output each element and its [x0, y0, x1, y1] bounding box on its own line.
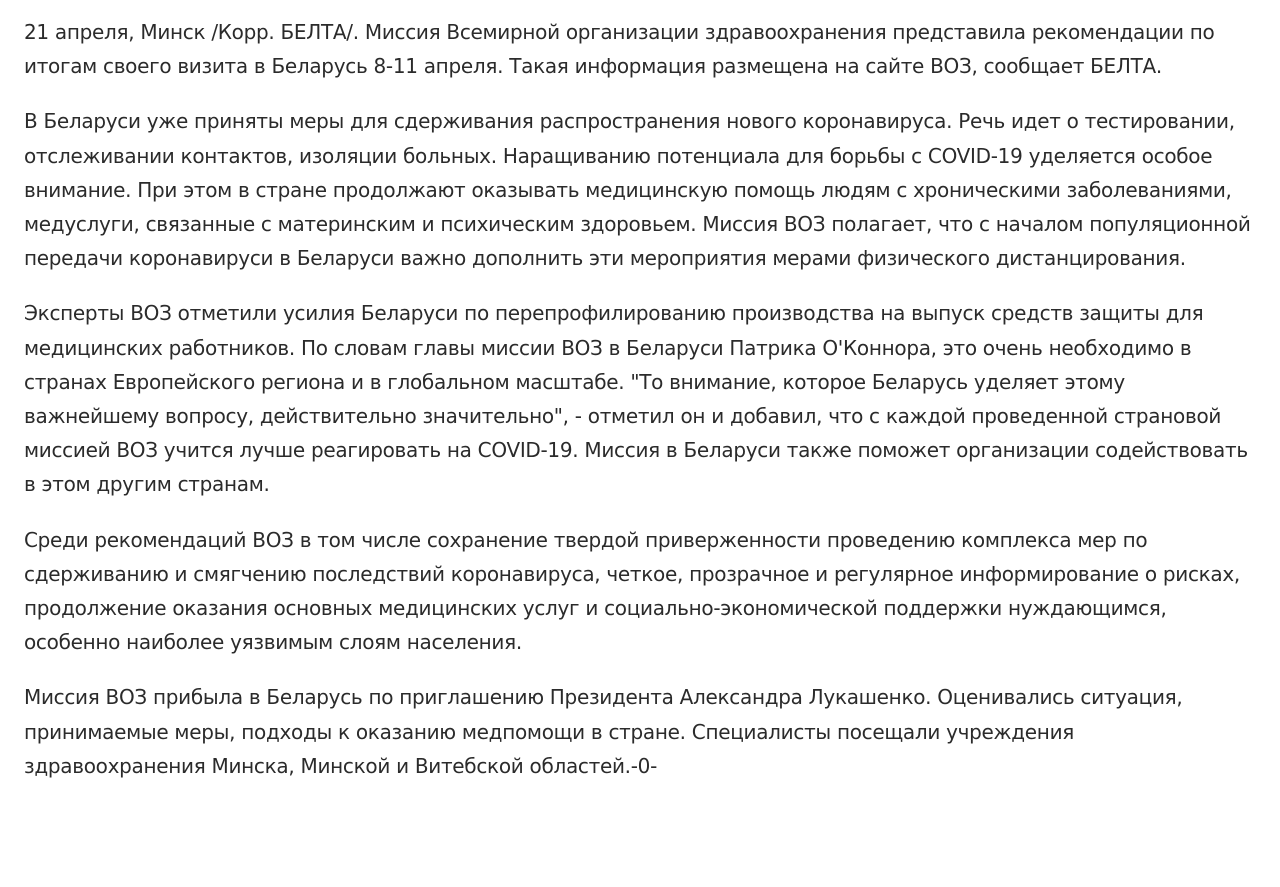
paragraph-recommendations: Среди рекомендаций ВОЗ в том числе сохранение твердой приверженности проведению комплекса мер по сдерживанию и смягчению последствий коронавируса, четкое, прозрачное и регулярное информирование о рисках, продолжение оказания основных медицинских услуг и социально-экономической поддержки нуждающимся, особенно наиболее уязвимым слоям населения.	[24, 527, 1240, 655]
paragraph-experts: Эксперты ВОЗ отметили усилия Беларуси по перепрофилированию производства на выпуск средств защиты для медицинских работников. По словам главы миссии ВОЗ в Беларуси Патрика О'Коннора, это очень необходимо в странах Европейского региона и в глобальном масштабе. "То внимание, которое Беларусь уделяет этому важнейшему вопросу, действительно значительно", - отметил он и добавил, что с каждой проведенной страновой миссией ВОЗ учится лучше реагировать на COVID-19. Миссия в Беларуси также поможет организации содействовать в этом другим странам.	[24, 301, 1248, 497]
paragraph-measures: В Беларуси уже приняты меры для сдерживания распространения нового коронавируса. Речь идет о тестировании, отслеживании контактов, изоляции больных. Наращиванию потенциала для борьбы с COVID-19 уделяется особое внимание. При этом в стране продолжают оказывать медицинскую помощь людям с хроническими заболеваниями, медуслуги, связанные с материнским и психическим здоровьем. Миссия ВОЗ полагает, что с началом популяционной передачи коронавируси в Беларуси важно дополнить эти мероприятия мерами физического дистанцирования.	[24, 109, 1251, 271]
paragraph-dateline: 21 апреля, Минск /Корр. БЕЛТА/. Миссия Всемирной организации здравоохранения представила рекомендации по итогам своего визита в Беларусь 8-11 апреля. Такая информация размещена на сайте ВОЗ, сообщает БЕЛТА.	[24, 20, 1215, 79]
paragraph-mission-arrival: Миссия ВОЗ прибыла в Беларусь по приглашению Президента Александра Лукашенко. Оценивались ситуация, принимаемые меры, подходы к оказанию медпомощи в стране. Специалисты посещали учреждения здравоохранения Минска, Минской и Витебской областей.-0-	[24, 685, 1183, 778]
article-body	[24, 15, 1254, 783]
